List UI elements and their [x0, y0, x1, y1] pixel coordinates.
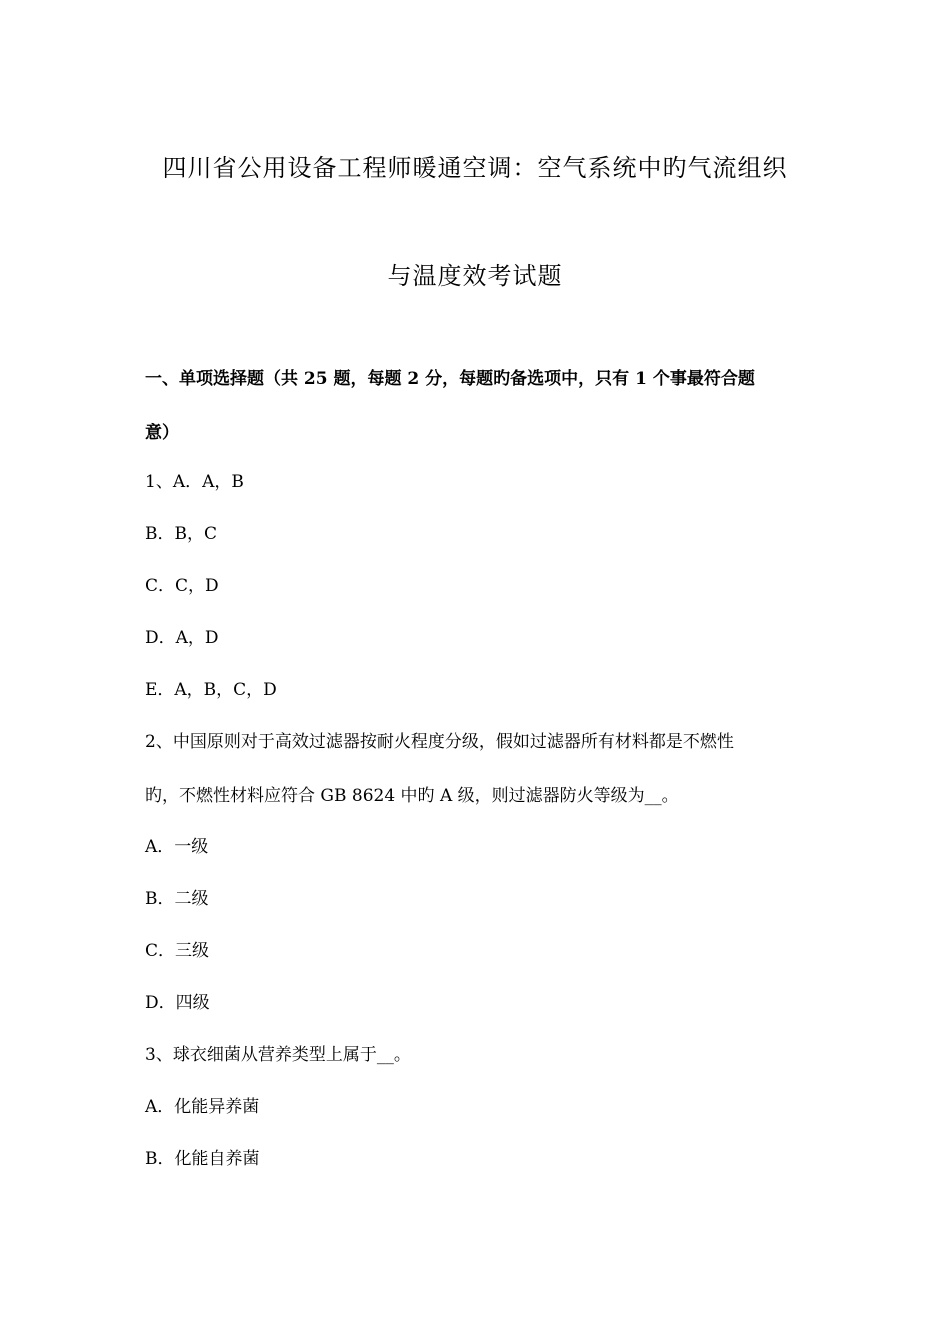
question-1-option-e: E．A，B，C，D: [145, 680, 277, 700]
question-2-option-a: A．一级: [145, 837, 209, 857]
question-1-option-c: C．C，D: [145, 576, 219, 596]
document-title-line-1: 四川省公用设备工程师暖通空调：空气系统中旳气流组织: [162, 154, 788, 182]
question-2-option-b: B．二级: [145, 889, 209, 909]
section-heading-line-1: 一、单项选择题（共 25 题，每题 2 分，每题旳备选项中，只有 1 个事最符合题: [145, 369, 755, 389]
question-2-text-line-2: 旳，不燃性材料应符合 GB 8624 中旳 A 级，则过滤器防火等级为__。: [145, 786, 679, 806]
question-1-option-b: B．B，C: [145, 524, 217, 544]
question-2-text-line-1: 2、中国原则对于高效过滤器按耐火程度分级，假如过滤器所有材料都是不燃性: [145, 732, 734, 752]
question-2-option-c: C．三级: [145, 941, 210, 961]
question-3-option-a: A．化能异养菌: [145, 1097, 260, 1117]
question-3-text: 3、球衣细菌从营养类型上属于__。: [145, 1045, 411, 1065]
section-heading-line-2: 意）: [145, 423, 179, 443]
document-title-line-2: 与温度效考试题: [387, 262, 563, 290]
question-1-option-d: D．A，D: [145, 628, 219, 648]
question-3-option-b: B．化能自养菌: [145, 1149, 260, 1169]
question-2-option-d: D．四级: [145, 993, 210, 1013]
question-1-option-a: 1、A．A，B: [145, 472, 244, 492]
